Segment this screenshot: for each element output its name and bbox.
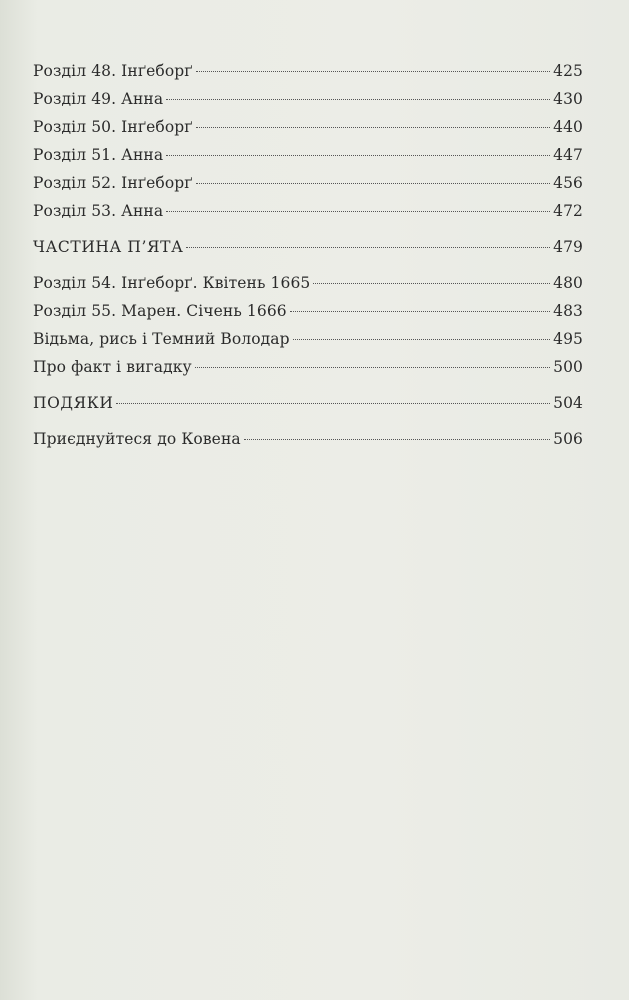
dot-leader: [196, 183, 551, 184]
dot-leader: [196, 127, 551, 128]
section-gap: [33, 230, 583, 238]
toc-entry-page: 495: [553, 330, 583, 348]
toc-entry-title: Розділ 50. Інґеборґ: [33, 118, 193, 136]
toc-entry-page: 483: [553, 302, 583, 320]
toc-entry-part-five: [33, 238, 583, 266]
toc-entry-chapter-48: [33, 62, 583, 90]
toc-entry-page: 440: [553, 118, 583, 136]
toc-entry-title: Розділ 51. Анна: [33, 146, 164, 164]
dot-leader: [186, 247, 550, 248]
section-gap: [33, 266, 583, 274]
toc-part-title: ЧАСТИНА П’ЯТА: [33, 238, 184, 256]
toc-entry-chapter-52: [33, 174, 583, 202]
toc-entry-acknowledgements: [33, 394, 583, 422]
dot-leader: [166, 99, 550, 100]
toc-entry-chapter-54: [33, 274, 583, 302]
dot-leader: [195, 367, 550, 368]
dot-leader: [166, 211, 550, 212]
toc-entry-page: 472: [553, 202, 583, 220]
dot-leader: [116, 403, 550, 404]
section-gap: [33, 386, 583, 394]
toc-entry-chapter-51: [33, 146, 583, 174]
dot-leader: [293, 339, 550, 340]
toc-entry-title: Розділ 48. Інґеборґ: [33, 62, 193, 80]
toc-entry-chapter-49: [33, 90, 583, 118]
toc-entry-page: 447: [553, 146, 583, 164]
dot-leader: [166, 155, 550, 156]
toc-entry-title: Відьма, рись і Темний Володар: [33, 330, 290, 348]
dot-leader: [290, 311, 550, 312]
toc-entry-page: 506: [553, 430, 583, 448]
toc-entry-page: 456: [553, 174, 583, 192]
toc-entry-page: 430: [553, 90, 583, 108]
toc-part-title: ПОДЯКИ: [33, 394, 114, 412]
toc-entry-chapter-50: [33, 118, 583, 146]
toc-entry-chapter-53: [33, 202, 583, 230]
toc-entry-page: 425: [553, 62, 583, 80]
toc-entry-fact-fiction: [33, 358, 583, 386]
toc-entry-title: Розділ 54. Інґеборґ. Квітень 1665: [33, 274, 311, 292]
toc-entry-title: Розділ 53. Анна: [33, 202, 164, 220]
toc-entry-page: 480: [553, 274, 583, 292]
toc-entry-title: Приєднуйтеся до Ковена: [33, 430, 241, 448]
toc-entry-afterword: [33, 330, 583, 358]
table-of-contents: [33, 62, 583, 458]
toc-entry-page: 504: [553, 394, 583, 412]
dot-leader: [244, 439, 550, 440]
toc-entry-chapter-55: [33, 302, 583, 330]
toc-entry-title: Про факт і вигадку: [33, 358, 192, 376]
dot-leader: [313, 283, 550, 284]
toc-entry-title: Розділ 52. Інґеборґ: [33, 174, 193, 192]
toc-entry-join-coven: [33, 430, 583, 458]
toc-entry-page: 500: [553, 358, 583, 376]
dot-leader: [196, 71, 551, 72]
toc-entry-page: 479: [553, 238, 583, 256]
toc-entry-title: Розділ 55. Марен. Січень 1666: [33, 302, 287, 320]
section-gap: [33, 422, 583, 430]
toc-entry-title: Розділ 49. Анна: [33, 90, 164, 108]
